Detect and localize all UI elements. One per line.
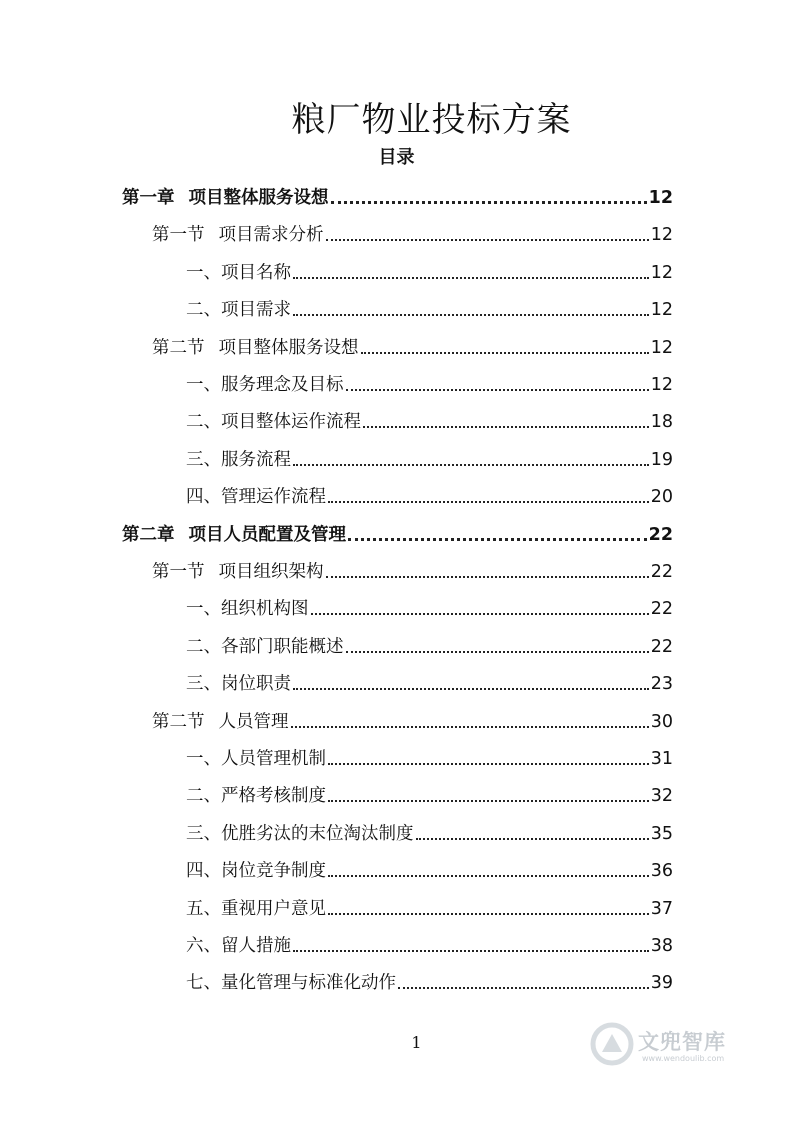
toc-entry-page: 23: [650, 674, 673, 695]
toc-entry-level-2[interactable]: [152, 710, 673, 734]
toc-leader-dots: [311, 613, 649, 615]
toc-entry-level-3[interactable]: [186, 971, 673, 995]
toc-entry-text: 岗位竞争制度: [221, 861, 326, 882]
toc-entry-label: 第一章: [122, 188, 175, 208]
toc-entry-label: 二、: [186, 786, 221, 807]
toc-entry-page: 12: [650, 375, 673, 395]
toc-entry-level-3[interactable]: [186, 485, 673, 509]
toc-entry-text: 人员管理: [218, 711, 289, 732]
toc-entry-text: 重视用户意见: [221, 898, 326, 919]
toc-entry-text: 组织机构图: [221, 599, 309, 620]
toc-entry-page: 35: [650, 823, 673, 844]
toc-entry-page: 31: [650, 749, 673, 769]
toc-entry-page: 22: [650, 562, 673, 582]
toc-entry-label: 二、: [186, 636, 221, 657]
toc-entry-page: 39: [650, 973, 673, 994]
toc-entry-label: 第一节: [152, 562, 205, 582]
toc-entry-text: 服务流程: [221, 449, 291, 470]
toc-leader-dots: [293, 688, 649, 690]
toc-leader-dots: [291, 726, 649, 728]
toc-entry-text: 优胜劣汰的末位淘汰制度: [221, 823, 414, 844]
toc-entry-page: 30: [650, 711, 673, 732]
toc-entry-level-3[interactable]: [186, 410, 673, 434]
toc-leader-dots: [328, 913, 649, 915]
watermark: [590, 1020, 770, 1070]
toc-entry-level-2[interactable]: [152, 336, 673, 360]
toc-entry-label: 第二节: [152, 711, 205, 732]
toc-entry-label: 第二节: [152, 337, 205, 358]
toc-entry-level-3[interactable]: [186, 934, 673, 958]
toc-entry-text: 项目需求: [221, 300, 291, 321]
toc-leader-dots: [326, 576, 649, 578]
toc-leader-dots: [293, 277, 649, 279]
toc-entry-level-3[interactable]: [186, 822, 673, 846]
toc-entry-level-3[interactable]: [186, 784, 673, 808]
toc-leader-dots: [293, 950, 649, 952]
toc-entry-text: 项目整体服务设想: [218, 337, 359, 358]
toc-entry-label: 一、: [186, 599, 221, 620]
toc-entry-level-3[interactable]: [186, 635, 673, 659]
toc-entry-label: 四、: [186, 861, 221, 882]
toc-entry-level-3[interactable]: [186, 373, 673, 397]
toc-entry-page: 20: [650, 487, 673, 508]
toc-entry-text: 人员管理机制: [221, 749, 326, 769]
toc-entry-page: 37: [650, 898, 673, 919]
toc-entry-page: 22: [650, 599, 673, 620]
toc-leader-dots: [361, 352, 649, 354]
toc-leader-dots: [328, 875, 649, 877]
toc-leader-dots: [346, 389, 649, 391]
toc-entry-label: 二、: [186, 300, 221, 321]
toc-entry-level-3[interactable]: [186, 298, 673, 322]
toc-entry-text: 项目需求分析: [218, 225, 324, 246]
toc-leader-dots: [328, 763, 649, 765]
toc-leader-dots: [326, 239, 649, 241]
toc-entry-text: 管理运作流程: [221, 487, 326, 508]
toc-entry-page: 12: [650, 300, 673, 321]
toc-entry-label: 五、: [186, 898, 221, 919]
toc-leader-dots: [331, 201, 647, 204]
toc-entry-page: 12: [650, 337, 673, 358]
toc-entry-text: 项目整体服务设想: [188, 188, 329, 208]
toc-entry-level-3[interactable]: [186, 859, 673, 883]
toc-entry-label: 三、: [186, 449, 221, 470]
toc-entry-level-1[interactable]: [122, 523, 673, 547]
toc-entry-level-3[interactable]: [186, 747, 673, 771]
toc-entry-label: 二、: [186, 412, 221, 433]
toc-entry-label: 第二章: [122, 524, 175, 545]
toc-entry-page: 32: [650, 786, 673, 807]
toc-leader-dots: [293, 314, 649, 316]
toc-entry-text: 留人措施: [221, 936, 291, 956]
document-title: 粮厂物业投标方案: [291, 100, 572, 140]
toc-entry-page: 22: [650, 636, 673, 657]
toc-leader-dots: [416, 838, 649, 840]
watermark-logo-icon: [590, 1022, 634, 1066]
toc-entry-level-1[interactable]: [122, 186, 673, 210]
toc-entry-level-3[interactable]: [186, 897, 673, 921]
toc-leader-dots: [293, 464, 649, 466]
toc-entry-label: 第一节: [152, 225, 205, 246]
toc-entry-level-3[interactable]: [186, 672, 673, 696]
toc-entry-page: 18: [650, 412, 673, 433]
toc-entry-level-3[interactable]: [186, 597, 673, 621]
toc-entry-page: 38: [650, 936, 673, 956]
toc-leader-dots: [328, 800, 649, 802]
toc-entry-text: 量化管理与标准化动作: [221, 973, 396, 994]
toc-entry-page: 12: [650, 225, 673, 246]
toc-entry-label: 四、: [186, 487, 221, 508]
toc-entry-page: 36: [650, 861, 673, 882]
toc-entry-label: 六、: [186, 936, 221, 956]
toc-entry-level-3[interactable]: [186, 448, 673, 472]
toc-leader-dots: [346, 651, 649, 653]
toc-heading: 目录: [378, 147, 415, 168]
toc-leader-dots: [328, 501, 649, 503]
toc-entry-text: 严格考核制度: [221, 786, 326, 807]
toc-leader-dots: [363, 426, 649, 428]
toc-entry-text: 岗位职责: [221, 674, 291, 695]
toc-entry-label: 三、: [186, 823, 221, 844]
page-number: 1: [411, 1033, 422, 1052]
toc-entry-level-2[interactable]: [152, 223, 673, 247]
toc-entry-level-3[interactable]: [186, 261, 673, 285]
toc-leader-dots: [398, 987, 649, 989]
watermark-text: 文兜智库: [638, 1030, 726, 1054]
watermark-url: www.wendoulib.com: [642, 1054, 725, 1063]
toc-entry-text: 项目组织架构: [218, 562, 324, 582]
toc-leader-dots: [348, 538, 647, 541]
toc-entry-text: 项目人员配置及管理: [188, 524, 346, 545]
toc-entry-level-2[interactable]: [152, 560, 673, 584]
toc-entry-label: 一、: [186, 749, 221, 769]
toc-entry-label: 七、: [186, 973, 221, 994]
toc-entry-text: 项目整体运作流程: [221, 412, 361, 433]
toc-entry-page: 12: [648, 188, 673, 208]
toc-entry-page: 12: [650, 262, 673, 283]
toc-entry-label: 三、: [186, 674, 221, 695]
toc-entry-text: 服务理念及目标: [221, 375, 344, 395]
toc-entry-label: 一、: [186, 262, 221, 283]
toc-entry-text: 项目名称: [221, 262, 291, 283]
toc-entry-text: 各部门职能概述: [221, 636, 344, 657]
toc-entry-page: 22: [648, 524, 673, 545]
toc-entry-label: 一、: [186, 375, 221, 395]
toc-entry-page: 19: [650, 449, 673, 470]
